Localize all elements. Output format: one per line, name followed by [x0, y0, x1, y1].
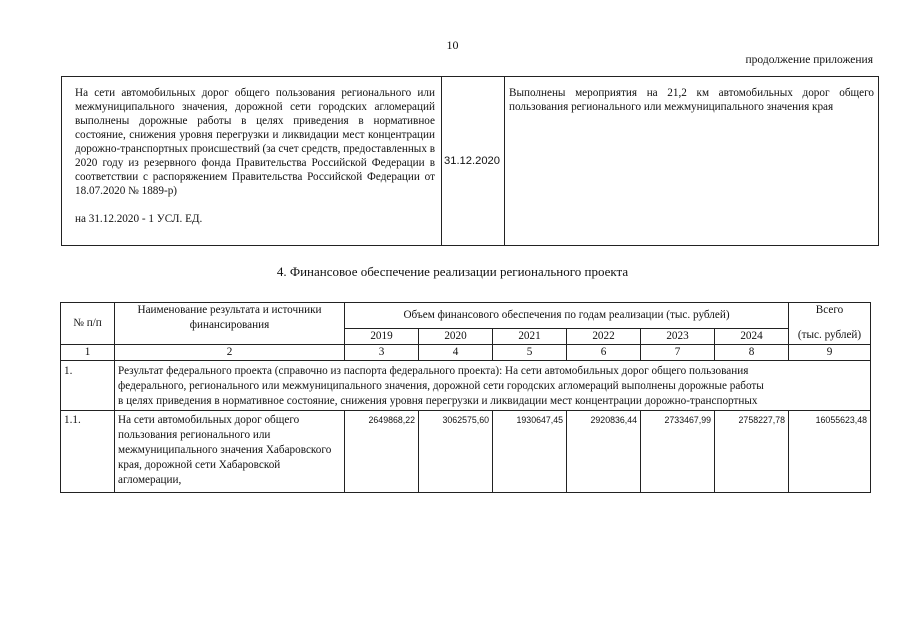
year-cell: 2021 [493, 329, 567, 345]
value-cell: 1930647,45 [493, 411, 567, 493]
value-cell: 2733467,99 [641, 411, 715, 493]
goal-text: На сети автомобильных дорог общего пользования регионального или межмуниципального значения, дорожной сети городских агломераций выполнены дорожные работы в целях приведения в нормативное состояние, снижения уровня перегрузки и ликвидации мест концентрации дорожно-транспортных происшествий (за счет средств, предоставленных в 2020 году из резервного фонда Правительства Российской Федерации в соответствии с распоряжением Правительства Российской Федерации от 18.07.2020 № 1889-р) [75, 87, 435, 197]
indicator-text: на 31.12.2020 - 1 УСЛ. ЕД. [75, 213, 203, 225]
header-name: Наименование результата и источники финансирования [115, 303, 345, 345]
column-number: 6 [567, 345, 641, 361]
header-num: № п/п [61, 303, 115, 345]
deadline-cell: 31.12.2020 [442, 77, 505, 246]
result-line: Результат федерального проекта (справочно из паспорта федерального проекта): На сети автомобильных дорог общего пользования [118, 365, 749, 377]
total-cell: 16055623,48 [789, 411, 871, 493]
header-row [61, 303, 871, 329]
year-cell: 2020 [419, 329, 493, 345]
column-number: 7 [641, 345, 715, 361]
value-cell: 2649868,22 [345, 411, 419, 493]
header-total [789, 303, 871, 345]
column-number: 2 [115, 345, 345, 361]
column-number: 8 [715, 345, 789, 361]
value-cell: 2920836,44 [567, 411, 641, 493]
page-number: 10 [446, 38, 459, 52]
goal-cell [62, 77, 442, 246]
header-total-label: Всего [815, 304, 844, 316]
finance-table [60, 302, 871, 493]
table-row [62, 77, 879, 246]
column-number: 1 [61, 345, 115, 361]
value-cell: 3062575,60 [419, 411, 493, 493]
header-total-unit: (тыс. рублей) [797, 329, 862, 341]
data-row-num: 1.1. [61, 411, 115, 493]
data-row-name: На сети автомобильных дорог общего пользования регионального или межмуниципального значения Хабаровского края, дорожной сети Хабаровской агломерации, [115, 411, 345, 493]
header-volume: Объем финансового обеспечения по годам реализации (тыс. рублей) [345, 303, 789, 329]
year-cell: 2024 [715, 329, 789, 345]
result-num: 1. [61, 361, 115, 411]
value-cell: 2758227,78 [715, 411, 789, 493]
result-text [115, 361, 871, 411]
result-line: федерального, регионального или межмуниципального значения, дорожной сети городских агломераций выполнены дорожные работы [118, 380, 764, 392]
result-line: в целях приведения в нормативное состояние, снижения уровня перегрузки и ликвидации мест концентрации дорожно-транспортных [118, 395, 758, 407]
result-row [61, 361, 871, 411]
year-cell: 2019 [345, 329, 419, 345]
result-description-cell: Выполнены мероприятия на 21,2 км автомобильных дорог общего пользования регионального или межмуниципального значения края [505, 77, 879, 246]
column-number: 3 [345, 345, 419, 361]
column-number: 9 [789, 345, 871, 361]
data-row [61, 411, 871, 493]
year-cell: 2022 [567, 329, 641, 345]
year-cell: 2023 [641, 329, 715, 345]
column-number: 5 [493, 345, 567, 361]
column-numbers-row [61, 345, 871, 361]
column-number: 4 [419, 345, 493, 361]
section-title: 4. Финансовое обеспечение реализации регионального проекта [276, 264, 629, 279]
top-table [61, 76, 879, 246]
continuation-label: продолжение приложения [745, 54, 873, 66]
